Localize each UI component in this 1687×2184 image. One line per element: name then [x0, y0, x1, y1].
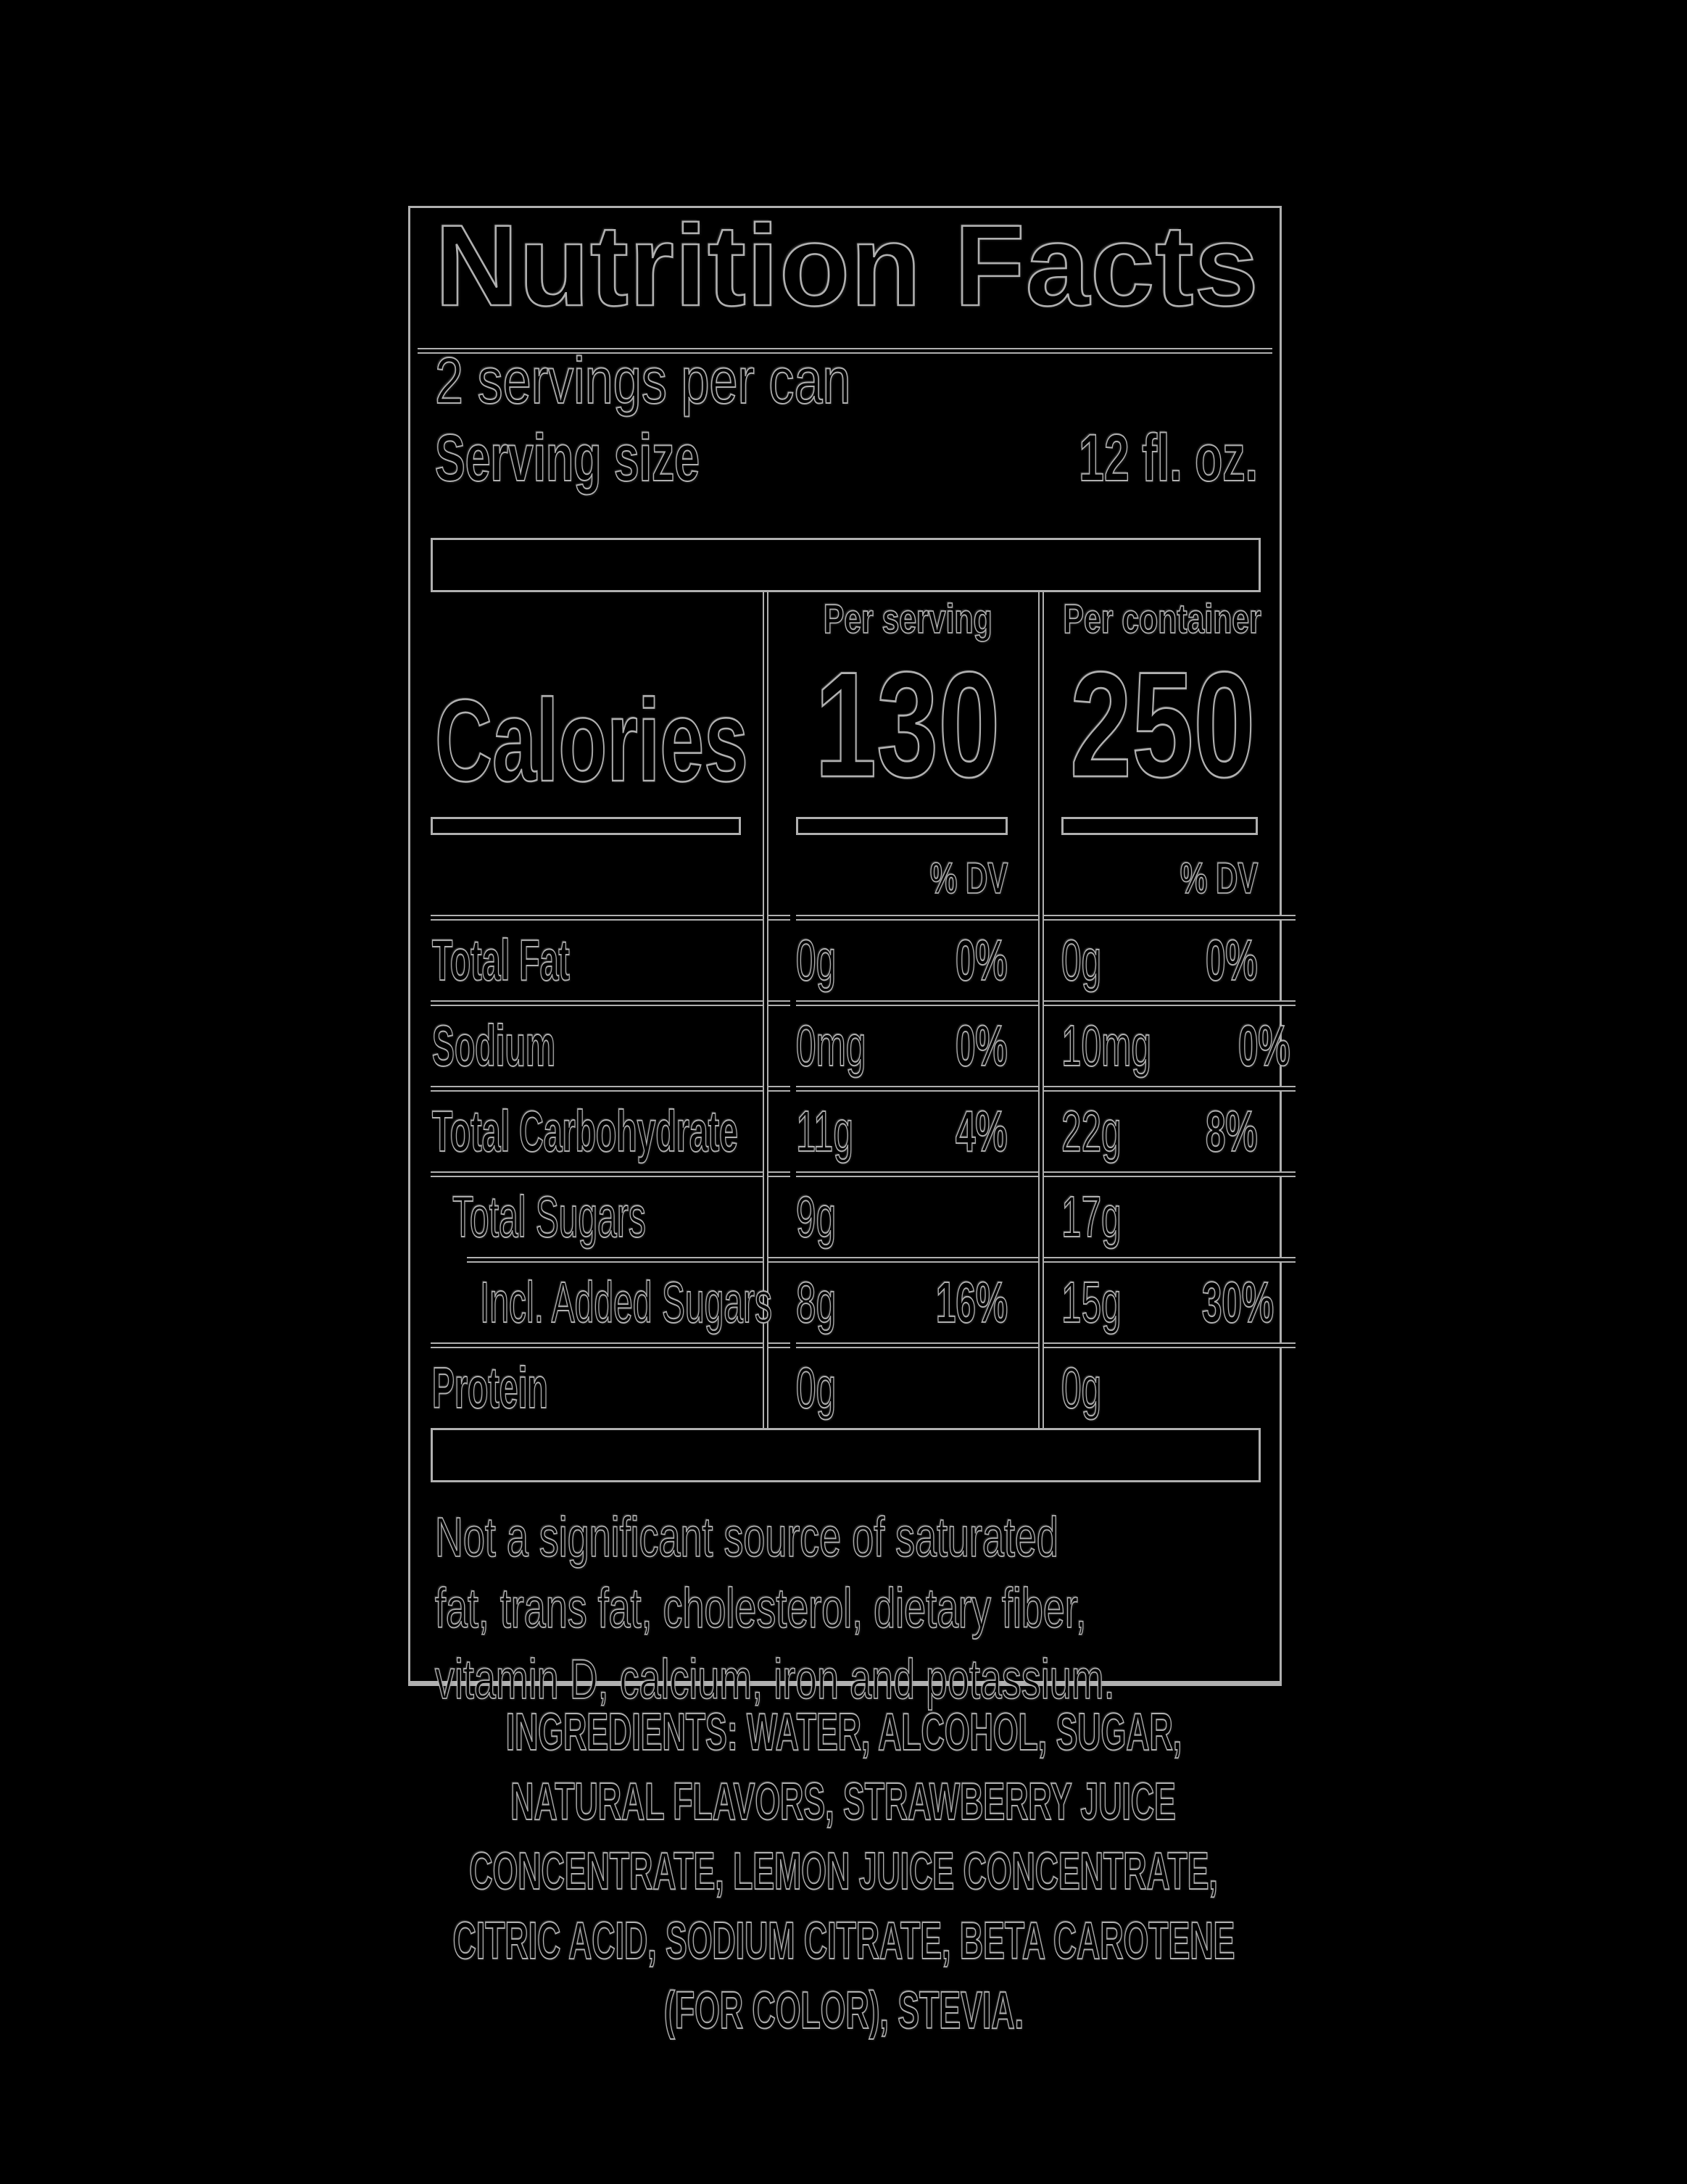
row-rule: [410, 1086, 770, 1092]
amount-value: 8g: [796, 1270, 837, 1334]
rule-segment: [796, 1171, 1072, 1177]
row-rule: [1045, 1342, 1280, 1348]
rule-segment: [796, 1086, 1072, 1092]
rule-segment: [431, 1086, 790, 1092]
amount-value: 17g: [1061, 1184, 1122, 1249]
row-rule-indented: [410, 1257, 770, 1263]
row-rule: [1045, 1000, 1280, 1006]
calories-label-cell: [410, 670, 770, 811]
calories-per-container-value: 250: [1069, 641, 1256, 808]
per-container-header-text: Per container: [1063, 596, 1262, 642]
dv-value: 0%: [956, 928, 1008, 992]
dv-value: 0%: [1206, 928, 1258, 992]
dv-value: 0%: [1238, 1013, 1290, 1078]
per-serving-header-text: Per serving: [823, 596, 992, 642]
row-total-carbohydrate-container: [1045, 1092, 1280, 1171]
nutrition-facts-label: [408, 201, 1290, 1711]
amount-value: 11g: [796, 1099, 854, 1163]
serving-size-label: Serving size: [435, 421, 700, 495]
spacer-cell: [410, 592, 770, 670]
amount-value: 0g: [796, 928, 837, 992]
rule-segment: [796, 1257, 1072, 1263]
serving-underbar: [796, 817, 1008, 835]
nutrient-name: Sodium: [432, 1013, 556, 1078]
footnote-line: fat, trans fat, cholesterol, dietary fiber,: [435, 1577, 1087, 1640]
amount-value: 0g: [1061, 928, 1102, 992]
amount-value: 0mg: [796, 1013, 866, 1078]
calories-per-serving-value: 130: [815, 641, 1000, 808]
ingredients-line: CITRIC ACID, SODIUM CITRATE, BETA CAROTENE: [452, 1912, 1235, 1970]
servings-per-container-row: [410, 345, 1280, 429]
row-rule: [1045, 1257, 1280, 1263]
dv-value: 4%: [956, 1099, 1008, 1163]
calories-underbar-cell: [410, 811, 770, 841]
dv-value: 16%: [935, 1270, 1008, 1334]
amount-value: 22g: [1061, 1099, 1122, 1163]
row-total-sugars-name: [410, 1177, 770, 1257]
dv-value: 0%: [956, 1013, 1008, 1078]
rule-segment: [431, 1171, 790, 1177]
row-rule: [410, 1171, 770, 1177]
row-rule: [770, 915, 1045, 921]
nutrient-name: Protein: [432, 1355, 548, 1420]
dv-value: 8%: [1206, 1099, 1258, 1163]
row-sodium-name: [410, 1006, 770, 1086]
footnote-line: Not a significant source of saturated: [435, 1506, 1058, 1569]
row-rule: [1045, 1171, 1280, 1177]
amount-value: 9g: [796, 1184, 837, 1249]
row-sodium-container: [1045, 1006, 1290, 1086]
container-underbar: [1061, 817, 1258, 835]
calories-underbar: [431, 817, 741, 835]
nutrient-name: Total Carbohydrate: [432, 1099, 738, 1163]
serving-underbar-cell: [770, 811, 1045, 841]
row-total-carbohydrate-name: [410, 1092, 770, 1171]
row-protein-container: [1045, 1348, 1280, 1428]
row-total-carbohydrate-serving: [770, 1092, 1045, 1171]
nutrient-name: Total Fat: [432, 928, 570, 992]
row-rule: [770, 1257, 1045, 1263]
dv-header-serving: [770, 841, 1045, 915]
dv-header-serving-text: % DV: [929, 853, 1008, 902]
row-total-fat-name: [410, 921, 770, 1000]
nutrition-table: [410, 592, 1290, 1482]
calories-label: Calories: [435, 676, 749, 806]
dv-header-container-text: % DV: [1180, 853, 1258, 902]
container-underbar-cell: [1045, 811, 1280, 841]
row-rule: [770, 1000, 1045, 1006]
ingredients-line: (FOR COLOR), STEVIA.: [663, 1982, 1024, 2040]
amount-value: 15g: [1061, 1270, 1122, 1334]
row-added-sugars-name: [410, 1263, 770, 1342]
rule-segment: [1061, 1000, 1296, 1006]
row-rule: [1045, 1086, 1280, 1092]
label-title-row: [410, 201, 1280, 348]
nutrient-name: Total Sugars: [452, 1184, 646, 1249]
row-rule: [410, 915, 770, 921]
calories-per-container-cell: [1045, 641, 1280, 811]
rule-segment: [431, 1000, 790, 1006]
servings-per-container-text: 2 servings per can: [435, 345, 851, 418]
rule-segment: [431, 915, 790, 921]
rule-segment: [1061, 1086, 1296, 1092]
rule-segment: [1061, 1171, 1296, 1177]
ingredients-list: [0, 1705, 1687, 2053]
amount-value: 10mg: [1061, 1013, 1152, 1078]
row-rule: [1045, 915, 1280, 921]
rule-segment: [796, 1342, 1072, 1348]
rule-segment: [796, 915, 1072, 921]
label-title: Nutrition Facts: [435, 201, 1259, 330]
footnote-line: vitamin D, calcium, iron and potassium.: [435, 1648, 1115, 1711]
column-divider-2: [1038, 592, 1044, 1428]
dv-header-container: [1045, 841, 1280, 915]
row-rule: [410, 1342, 770, 1348]
amount-value: 0g: [1061, 1355, 1102, 1420]
calories-per-serving-cell: [770, 641, 1045, 811]
row-sodium-serving: [770, 1006, 1045, 1086]
row-rule: [770, 1086, 1045, 1092]
nutrient-name: Incl. Added Sugars: [480, 1270, 772, 1334]
ingredients-line: NATURAL FLAVORS, STRAWBERRY JUICE: [510, 1773, 1177, 1831]
thick-separator-bar-bottom-wrap: [410, 1428, 1280, 1482]
row-total-sugars-container: [1045, 1177, 1280, 1257]
row-total-fat-serving: [770, 921, 1045, 1000]
row-rule: [770, 1342, 1045, 1348]
thick-separator-bar-top: [431, 538, 1261, 592]
row-rule: [410, 1000, 770, 1006]
rule-segment: [431, 1342, 790, 1348]
rule-segment: [1061, 1342, 1296, 1348]
row-added-sugars-serving: [770, 1263, 1045, 1342]
ingredients-line: INGREDIENTS: WATER, ALCOHOL, SUGAR,: [505, 1703, 1182, 1761]
rule-segment: [796, 1000, 1072, 1006]
footnote: [435, 1506, 1261, 1723]
spacer-cell: [410, 841, 770, 915]
dv-value: 30%: [1202, 1270, 1274, 1334]
serving-size-row: [410, 421, 1280, 502]
row-total-fat-container: [1045, 921, 1280, 1000]
serving-size-value: 12 fl. oz.: [1079, 421, 1258, 495]
row-rule: [770, 1171, 1045, 1177]
rule-segment: [1061, 1257, 1296, 1263]
amount-value: 0g: [796, 1355, 837, 1420]
ingredients-line: CONCENTRATE, LEMON JUICE CONCENTRATE,: [469, 1843, 1218, 1901]
row-added-sugars-container: [1045, 1263, 1280, 1342]
row-total-sugars-serving: [770, 1177, 1045, 1257]
row-protein-name: [410, 1348, 770, 1428]
thick-separator-bar-bottom: [431, 1428, 1261, 1482]
row-protein-serving: [770, 1348, 1045, 1428]
rule-segment: [1061, 915, 1296, 921]
